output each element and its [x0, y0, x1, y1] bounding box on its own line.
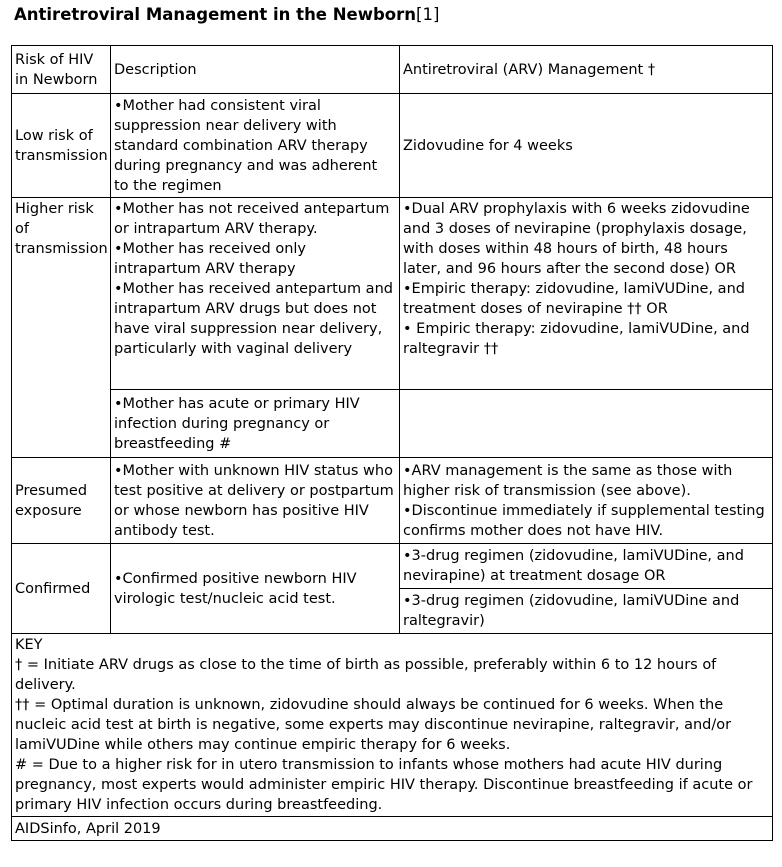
presumed-mgmt-item: •ARV management is the same as those with higher risk of transmission (see above). [403, 462, 733, 499]
low-risk-description: •Mother had consistent viral suppression near delivery with standard combination ARV therapy during pregnancy and was adherent to the regimen [111, 94, 400, 198]
row-key [12, 634, 773, 817]
low-risk-management: Zidovudine for 4 weeks [400, 94, 773, 198]
key-item: † = Initiate ARV drugs as close to the time of birth as possible, preferably within 6 to 12 hours of delivery. [15, 657, 717, 693]
row-higher-risk [12, 198, 773, 390]
confirmed-description: •Confirmed positive newborn HIV virologic test/nucleic acid test. [111, 544, 400, 634]
confirmed-label: Confirmed [12, 544, 111, 634]
confirmed-management-option: •3-drug regimen (zidovudine, lamiVUDine, and nevirapine) at treatment dosage OR [400, 544, 773, 589]
row-confirmed [12, 544, 773, 589]
higher-risk-mgmt-item: •Empiric therapy: zidovudine, lamiVUDine, and treatment doses of nevirapine †† OR [403, 281, 745, 317]
higher-risk-desc-item: •Mother has not received antepartum or intrapartum ARV therapy. [114, 201, 390, 237]
row-low-risk [12, 94, 773, 198]
row-higher-risk-acute [12, 390, 773, 458]
higher-risk-label-continued [12, 390, 111, 458]
title-text: Antiretroviral Management in the Newborn [14, 5, 417, 24]
higher-risk-mgmt-item: •Dual ARV prophylaxis with 6 weeks zidovudine and 3 doses of nevirapine (prophylaxis dosage, with doses within 48 hours of birth, 48 hours later, and 96 hours after the second dose) OR [403, 201, 750, 277]
header-risk: Risk of HIV in Newborn [12, 46, 111, 94]
row-source [12, 817, 773, 841]
low-risk-label: Low risk of transmission [12, 94, 111, 198]
header-row [12, 46, 773, 94]
higher-risk-description [111, 198, 400, 390]
presumed-exposure-management [400, 458, 773, 544]
higher-risk-mgmt-item: • Empiric therapy: zidovudine, lamiVUDine, and raltegravir †† [403, 321, 750, 357]
key-heading: KEY [15, 637, 43, 653]
key-section [12, 634, 773, 817]
key-item: # = Due to a higher risk for in utero transmission to infants whose mothers had acute HIV during pregnancy, most experts would administer empiric HIV therapy. Discontinue breastfeeding if acute or primary HIV infection occurs during breastfeeding. [15, 757, 753, 813]
higher-risk-management [400, 198, 773, 390]
higher-risk-acute-description: •Mother has acute or primary HIV infection during pregnancy or breastfeeding # [111, 390, 400, 458]
row-presumed-exposure [12, 458, 773, 544]
arv-management-table [11, 45, 773, 841]
higher-risk-acute-management [400, 390, 773, 458]
presumed-mgmt-item: •Discontinue immediately if supplemental testing confirms mother does not have HIV. [403, 502, 765, 539]
presumed-exposure-label: Presumed exposure [12, 458, 111, 544]
higher-risk-desc-item: •Mother has received antepartum and intrapartum ARV drugs but does not have viral suppression near delivery, particularly with vaginal delivery [114, 281, 393, 357]
confirmed-management-option: •3-drug regimen (zidovudine, lamiVUDine and raltegravir) [400, 589, 773, 634]
title-reference: [1] [416, 5, 440, 24]
source-citation: AIDSinfo, April 2019 [12, 817, 773, 841]
higher-risk-label: Higher risk of transmission [12, 198, 111, 390]
document-title [14, 5, 439, 24]
key-item: †† = Optimal duration is unknown, zidovudine should always be continued for 6 weeks. When the nucleic acid test at birth is negative, some experts may discontinue nevirapine, raltegravir, and/or lamiVUDine while others may continue empiric therapy for 6 weeks. [15, 697, 732, 753]
higher-risk-desc-item: •Mother has received only intrapartum ARV therapy [114, 241, 307, 277]
presumed-exposure-description: •Mother with unknown HIV status who test positive at delivery or postpartum or whose newborn has positive HIV antibody test. [111, 458, 400, 544]
header-management: Antiretroviral (ARV) Management † [400, 46, 773, 94]
header-description: Description [111, 46, 400, 94]
